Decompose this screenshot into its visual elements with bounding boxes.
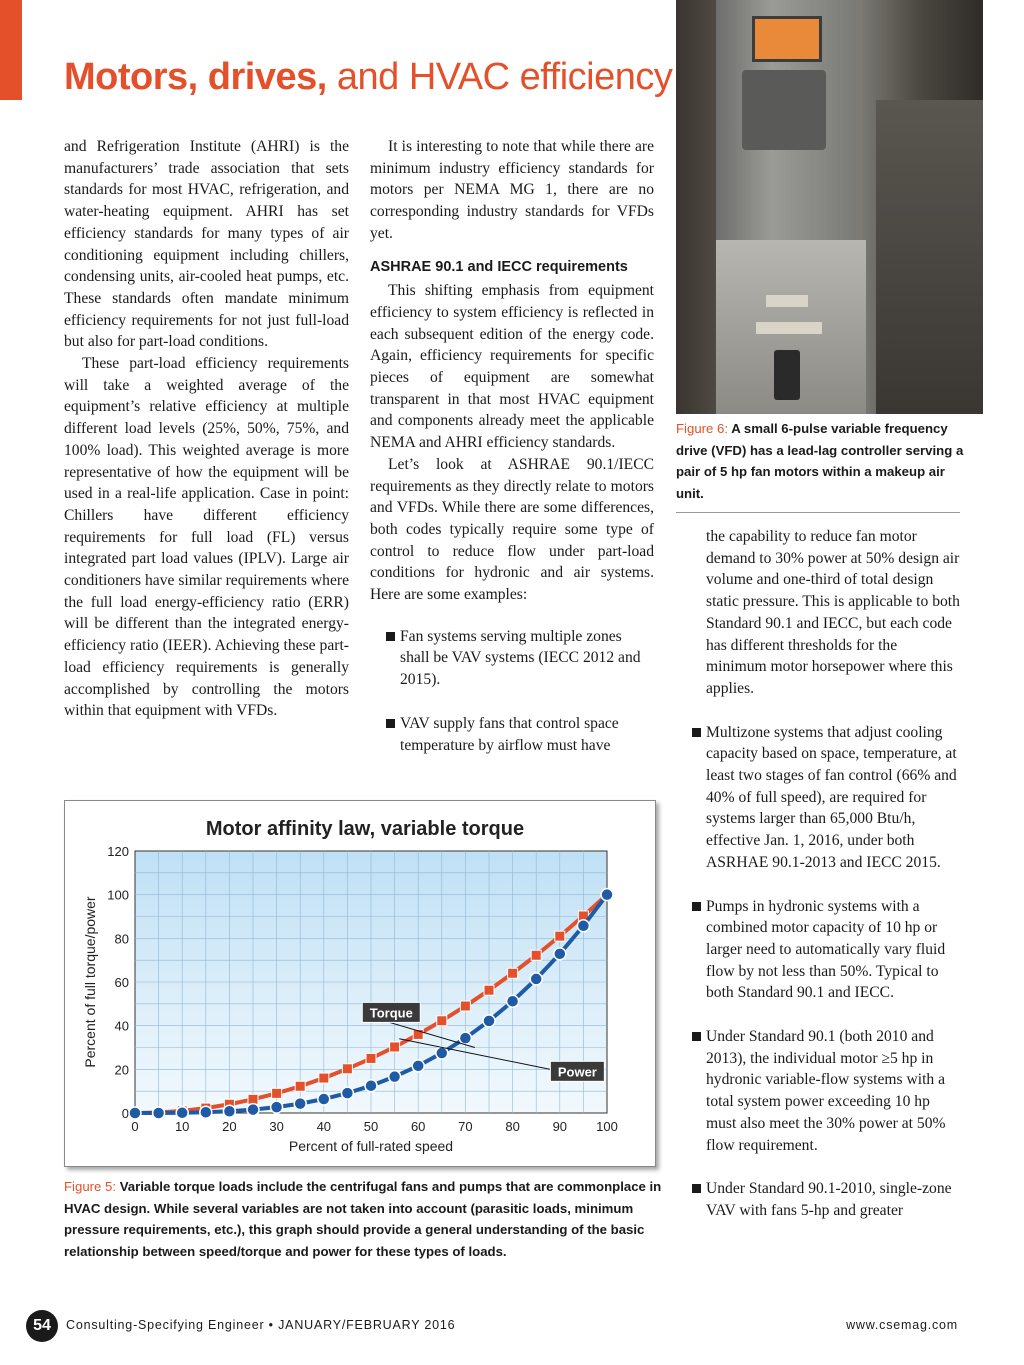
- torque-point: [366, 1053, 376, 1063]
- page-number: 54: [26, 1310, 58, 1342]
- x-tick-label: 0: [131, 1119, 139, 1134]
- power-point: [200, 1106, 212, 1118]
- chart-svg: [65, 801, 655, 1166]
- power-point: [129, 1107, 141, 1119]
- photo-background-equipment: [876, 100, 983, 414]
- x-tick-label: 50: [363, 1119, 379, 1134]
- torque-point: [295, 1081, 305, 1091]
- y-tick-label: 40: [114, 1018, 129, 1034]
- x-tick-label: 90: [552, 1119, 568, 1134]
- photo-display: [752, 16, 822, 62]
- figure-6-caption: [676, 418, 966, 505]
- bullet-square-icon: [692, 902, 701, 911]
- power-point: [483, 1015, 495, 1027]
- x-tick-label: 100: [596, 1119, 618, 1134]
- torque-point: [272, 1088, 282, 1098]
- bullet-square-icon: [692, 1184, 701, 1193]
- photo-keypad: [742, 70, 826, 150]
- col2-paragraph-1: It is interesting to note that while there are minimum industry efficiency standards for motors per NEMA MG 1, there are no corresponding industry standards for VFDs yet.: [370, 138, 654, 242]
- col2-paragraph-3: Let’s look at ASHRAE 90.1/IECC requirements as they directly relate to motors and VFDs. While there are some differences, both codes typically require some type of control to reduce flow under part-load conditions for hydronic and air systems. Here are some examples:: [370, 455, 654, 604]
- y-tick-label: 0: [121, 1106, 129, 1121]
- power-point: [176, 1107, 188, 1119]
- x-tick-label: 70: [458, 1119, 473, 1134]
- torque-point: [555, 931, 565, 941]
- x-tick-label: 80: [505, 1119, 520, 1134]
- power-point: [318, 1093, 330, 1105]
- list-item: [370, 713, 654, 756]
- title-light: and HVAC efficiency: [326, 56, 673, 98]
- bullet-square-icon: [386, 632, 395, 641]
- figure-6-text: A small 6-pulse variable frequency drive (VFD) has a lead-lag controller serving a pair of 5 hp fan motors within a makeup air unit.: [676, 421, 964, 502]
- power-point: [341, 1087, 353, 1099]
- torque-point: [508, 968, 518, 978]
- torque-point: [484, 985, 494, 995]
- figure-5-chart: [64, 800, 656, 1167]
- photo-label: [756, 322, 822, 334]
- col2-bullet-list: [370, 626, 654, 757]
- bullet-square-icon: [386, 719, 395, 728]
- x-tick-label: 60: [410, 1119, 426, 1134]
- footer-publication: Consulting-Specifying Engineer • JANUARY/FEBRUARY 2016: [66, 1318, 456, 1332]
- power-point: [577, 920, 589, 932]
- figure-5-text: Variable torque loads include the centrifugal fans and pumps that are commonplace in HVAC design. While several variables are not taken into account (parasitic loads, minimum pressure requirements, etc.), this graph should provide a general understanding of the basic relationship between speed/torque and power for these types of loads.: [64, 1179, 662, 1260]
- page-title: [64, 56, 672, 99]
- power-point: [436, 1047, 448, 1059]
- photo-label: [766, 295, 808, 307]
- bullet-text: VAV supply fans that control space temperature by airflow must have: [400, 714, 619, 754]
- power-point: [601, 889, 613, 901]
- x-tick-label: 20: [222, 1119, 237, 1134]
- col2-paragraph-2: This shifting emphasis from equipment efficiency to system efficiency is reflected in each subsequent edition of the energy code. Again, efficiency requirements for specific pieces of equipment are somewhat transparent in that most HVAC equipment and components already meet the applicable NEMA and AHRI efficiency standards.: [370, 282, 654, 452]
- y-tick-label: 20: [114, 1062, 129, 1078]
- torque-point: [342, 1064, 352, 1074]
- list-item: [676, 1178, 960, 1221]
- divider: [676, 512, 960, 513]
- bullet-square-icon: [692, 728, 701, 737]
- column-1: [64, 136, 349, 722]
- power-annotation: Power: [557, 1064, 597, 1080]
- power-point: [530, 973, 542, 985]
- x-tick-label: 30: [269, 1119, 284, 1134]
- power-point: [271, 1101, 283, 1113]
- power-point: [459, 1032, 471, 1044]
- vfd-photo: [676, 0, 983, 414]
- bullet-text: Under Standard 90.1-2010, single-zone VAV with fans 5-hp and greater: [706, 1180, 952, 1219]
- list-item: [676, 896, 960, 1005]
- torque-point: [531, 950, 541, 960]
- x-tick-label: 10: [174, 1119, 190, 1134]
- col1-paragraph-1: and Refrigeration Institute (AHRI) is the manufacturers’ trade association that sets standards for most HVAC, refrigeration, and water-heating equipment. AHRI has set efficiency standards for many types of air conditioning equipment including chillers, condensing units, air-cooled heat pumps, etc. These standards often mandate minimum efficiency requirements for not just full-load but also for part-load conditions.: [64, 138, 349, 351]
- col3-bullet-list: [676, 722, 960, 1222]
- accent-bar: [0, 0, 22, 100]
- list-item: [676, 722, 960, 874]
- power-point: [223, 1105, 235, 1117]
- col1-paragraph-2: These part-load efficiency requirements will take a weighted average of the equipment’s relative efficiency at multiple different load levels (25%, 50%, 75%, and 100% load). This weighted average is more representative of how the equipment will be used in a real-life application. Case in point: Chillers have different efficiency requirements for full load (FL) versus integrated part load values (IPLV). Large air conditioners have similar requirements where the full load energy-efficiency ratio (ERR) will be different than the integrated energy-efficiency ratio (IEER). Achieving these part-load efficiency requirements is generally accomplished by controlling the motors within that equipment with VFDs.: [64, 355, 349, 720]
- torque-point: [390, 1042, 400, 1052]
- list-item: [370, 626, 654, 691]
- column-2: [370, 136, 654, 756]
- torque-annotation: Torque: [369, 1005, 413, 1021]
- torque-point: [460, 1001, 470, 1011]
- column-3: [676, 526, 960, 1222]
- x-axis-label: Percent of full-rated speed: [288, 1138, 454, 1154]
- power-point: [294, 1098, 306, 1110]
- bullet-text: Fan systems serving multiple zones shall be VAV systems (IECC 2012 and 2015).: [400, 627, 641, 689]
- y-tick-label: 80: [114, 931, 129, 947]
- figure-5-label: Figure 5:: [64, 1179, 117, 1194]
- x-tick-label: 40: [316, 1119, 332, 1134]
- section-subhead: ASHRAE 90.1 and IECC requirements: [370, 258, 628, 275]
- power-point: [412, 1060, 424, 1072]
- list-item: [676, 1026, 960, 1156]
- bullet-text: Multizone systems that adjust cooling capacity based on space, temperature, at least two stages of fan control (66% and 40% of full speed), are required for systems larger than 65,000 Btu/h, effective Jan. 1, 2016, under both ASRHAE 90.1-2013 and IECC 2015.: [706, 723, 957, 871]
- chart-title: Motor affinity law, variable torque: [205, 818, 525, 840]
- power-point: [507, 995, 519, 1007]
- bullet-text: Pumps in hydronic systems with a combined motor capacity of 10 hp or larger need to automatically vary fluid flow by not less than 50%. Typical to both Standard 90.1 and IECC.: [706, 897, 946, 1002]
- torque-point: [319, 1073, 329, 1083]
- figure-6-label: Figure 6:: [676, 421, 729, 436]
- power-point: [247, 1104, 259, 1116]
- y-tick-label: 100: [107, 887, 129, 903]
- power-point: [153, 1107, 165, 1119]
- y-tick-label: 120: [107, 844, 129, 859]
- power-point: [554, 948, 566, 960]
- y-axis-label: Percent of full torque/power: [82, 896, 98, 1068]
- torque-point: [437, 1016, 447, 1026]
- figure-5-caption: [64, 1176, 664, 1263]
- y-tick-label: 60: [114, 975, 129, 990]
- footer-url[interactable]: www.csemag.com: [846, 1318, 958, 1332]
- col3-paragraph-cont: the capability to reduce fan motor demand to 30% power at 50% design air volume and one-third of total design static pressure. This is applicable to both Standard 90.1 and IECC, but each code has different thresholds for the minimum motor horsepower where this applies.: [706, 528, 960, 697]
- power-point: [365, 1080, 377, 1092]
- bullet-text: Under Standard 90.1 (both 2010 and 2013), the individual motor ≥5 hp in hydronic variable-flow systems with a total system power exceeding 10 hp must also meet the 30% power at 50% flow requirement.: [706, 1028, 946, 1154]
- bullet-square-icon: [692, 1032, 701, 1041]
- power-point: [389, 1071, 401, 1083]
- title-bold: Motors, drives,: [64, 56, 327, 98]
- photo-selector-switch: [774, 350, 800, 400]
